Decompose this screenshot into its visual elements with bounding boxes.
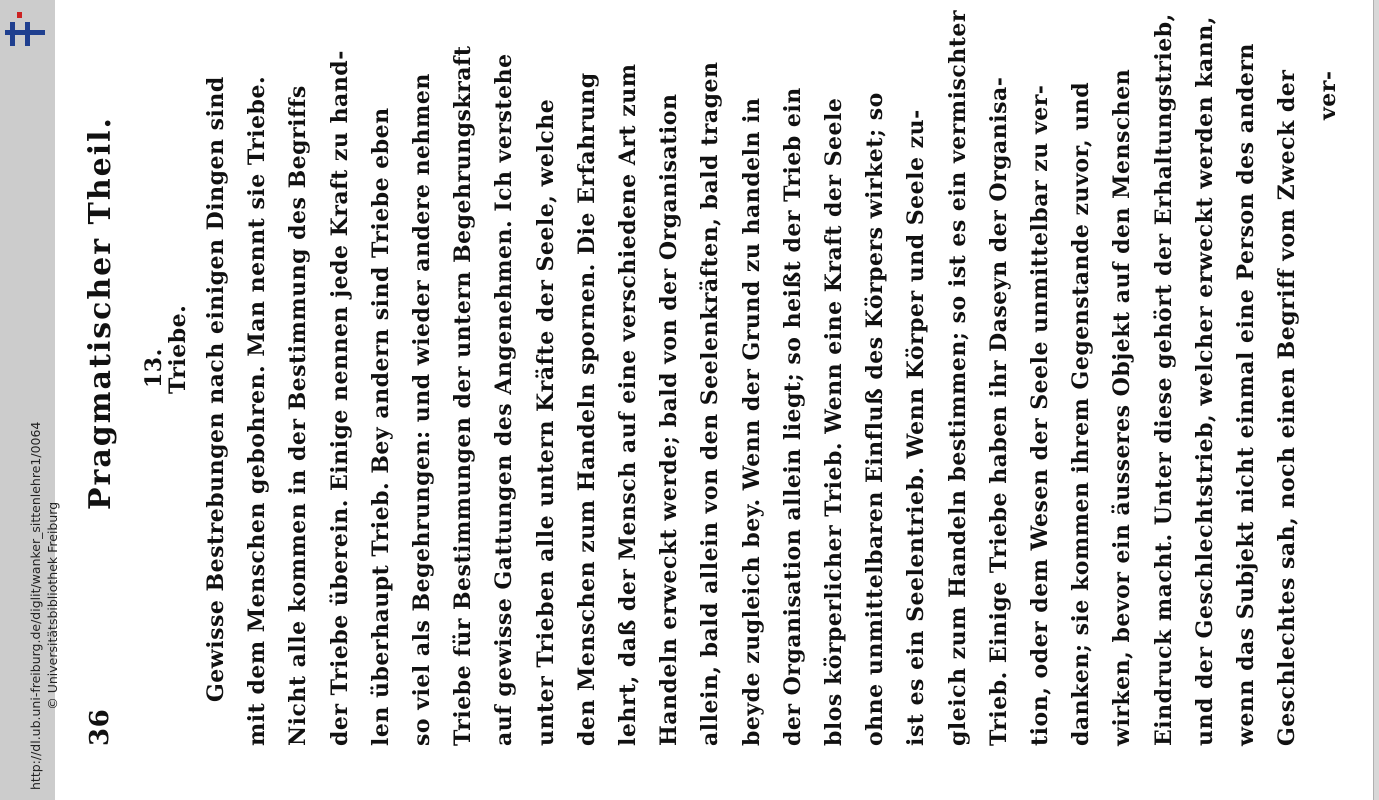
text-line: und der Geschlechtstrieb, welcher erweckt werden kann, [1191,16,1218,746]
text-line: allein, bald allein von den Seelenkräften, bald tragen [697,61,724,746]
text-line: beyde zugleich bey. Wenn der Grund zu handeln in [738,97,765,746]
text-line: lehrt, daß der Mensch auf eine verschiedene Art zum [615,63,641,746]
text-line: wirken, bevor ein äusseres Objekt auf den Menschen [1109,68,1136,746]
copyright-notice: © Universitätsbibliothek Freiburg [45,501,60,710]
sidebar-attribution [27,422,61,790]
right-scroll-edge[interactable] [1373,0,1379,800]
text-line: den Menschen zum Handeln spornen. Die Erfahrung [573,72,600,746]
scanned-page [65,10,1365,760]
text-line: blos körperlicher Trieb. Wenn eine Kraft der Seele [821,97,847,746]
viewer-sidebar [0,0,60,800]
section-title: Triebe. [165,304,191,394]
text-line: Handeln erweckt werde; bald von der Organisation [656,93,683,746]
text-line: auf gewisse Gattungen des Angenehmen. Ich verstehe [491,53,518,746]
text-line: so viel als Begehrungen: und wieder andere nehmen [409,73,435,746]
text-line: Eindruck macht. Unter diese gehört der Erhaltungstrieb, [1150,13,1177,746]
running-title: Pragmatischer Theil. [83,116,118,510]
text-line: der Organisation allein liegt; so heißt der Trieb ein [779,87,806,746]
text-line: ist es ein Seelentrieb. Wenn Körper und Seele zu- [903,109,930,746]
text-line: Triebe für Bestimmungen der untern Begehrungskraft [450,45,477,746]
text-line: der Triebe überein. Einige nennen jede Kraft zu hand- [326,50,353,746]
text-line: Gewisse Bestrebungen nach einigen Dingen sind [203,76,229,702]
text-line: Trieb. Einige Triebe haben ihr Daseyn der Organisa- [985,76,1012,746]
text-line: gleich zum Handeln bestimmen; so ist es ein vermischter [944,10,971,746]
text-line: wenn das Subjekt nicht einmal eine Person des andern [1233,43,1259,746]
text-line: len überhaupt Trieb. Bey andern sind Triebe eben [367,107,394,746]
text-line: Geschlechtes sah, noch einen Begriff vom Zweck der [1274,69,1301,746]
text-line: unter Trieben alle untern Kräfte der Seele, welche [532,98,559,746]
text-line: tion, oder dem Wesen der Seele unmittelbar zu ver- [1027,84,1053,746]
text-line: danken; sie kommen ihrem Gegenstande zuvor, und [1068,81,1095,746]
page-number: 36 [85,708,115,746]
ub-freiburg-logo[interactable] [3,10,47,50]
section-number: 13. [141,348,167,388]
text-line: mit dem Menschen gebohren. Man nennt sie Triebe. [244,75,271,746]
text-line: Nicht alle kommen in der Bestimmung des Begriffs [285,85,312,746]
text-line: ohne unmittelbaren Einfluß des Körpers wirket; so [862,92,889,746]
source-url[interactable]: http://dl.ub.uni-freiburg.de/diglit/wanker_sittenlehre1/0064 [28,421,43,790]
text-line: ver- [1315,70,1342,120]
